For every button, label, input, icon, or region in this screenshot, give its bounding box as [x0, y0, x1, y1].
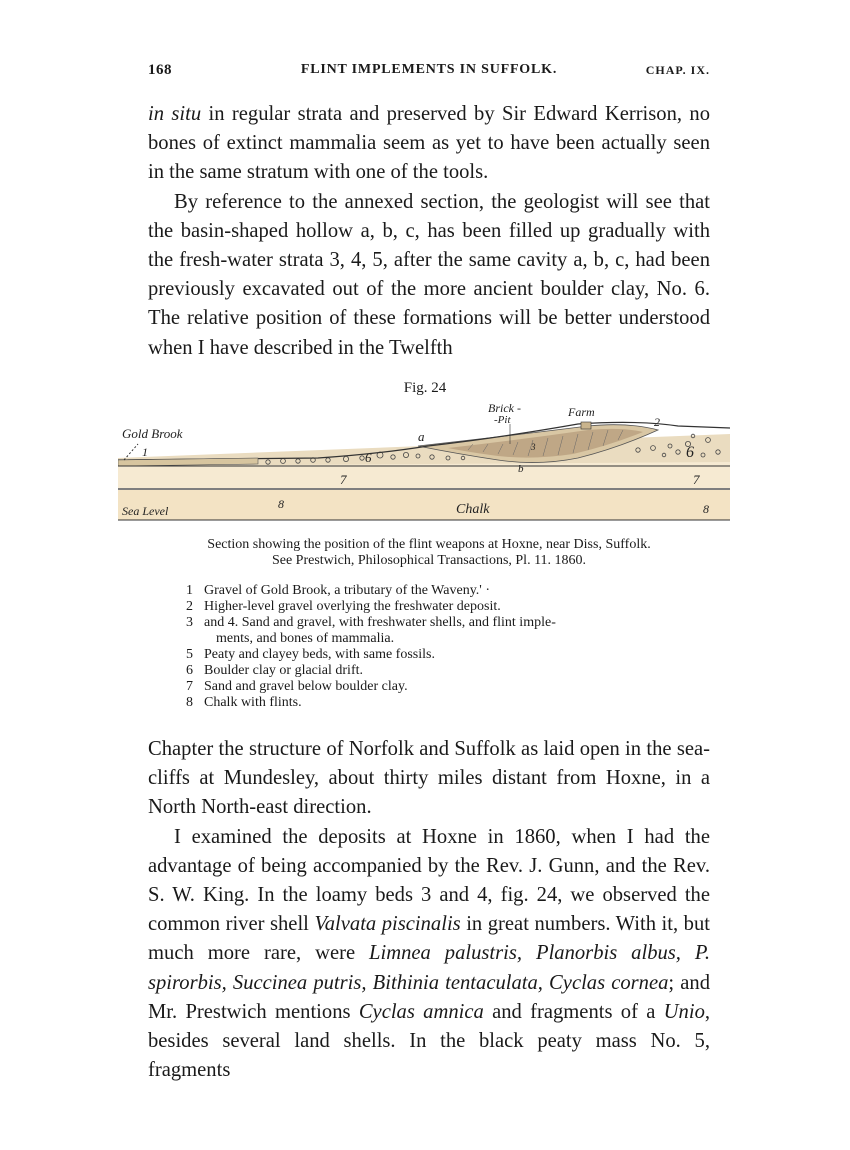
species-name: Valvata piscinalis — [314, 913, 461, 936]
caption-line-1: Section showing the position of the flint weapons at Hoxne, near Diss, Suffolk. — [207, 537, 651, 552]
label-7-left: 7 — [340, 472, 347, 487]
label-3: 3 — [531, 442, 536, 452]
chapter-label: CHAP. IX. — [645, 63, 710, 77]
legend-item: 5 Peaty and clayey beds, with same fossils. — [186, 647, 435, 662]
species-name: Limnea palustris, Planorbis albus, P. spirorbis, Succinea putris, Bithinia tentaculata, Cyclas cornea — [148, 942, 710, 994]
stratum-8 — [118, 490, 730, 520]
label-6-right: 6 — [686, 444, 694, 461]
paragraph — [148, 100, 710, 188]
label-chalk: Chalk — [456, 502, 490, 517]
label-brick-pit: Brick - — [488, 401, 521, 415]
paragraph: Chapter the structure of Norfolk and Suffolk as laid open in the sea-cliffs at Mundesley, about thirty miles distant from Hoxne, in a North North-east direction. — [148, 738, 710, 819]
label-farm: Farm — [568, 405, 595, 419]
species-name: Unio — [663, 1000, 705, 1023]
label-pit: -Pit — [494, 414, 511, 426]
label-8-left: 8 — [278, 497, 284, 511]
figure-legend — [186, 583, 686, 711]
label-6-left: 6 — [365, 450, 372, 465]
label-1: 1 — [142, 445, 148, 459]
label-a: a — [418, 429, 425, 444]
label-b: b — [518, 463, 524, 475]
text-block-top — [148, 100, 710, 363]
label-sea-level: Sea Level — [122, 504, 169, 518]
label-2: 2 — [654, 415, 660, 429]
label-gold-brook: Gold Brook — [122, 426, 183, 441]
paragraph-text: in regular strata and preserved by Sir Edward Kerrison, no bones of extinct mammalia seem as yet to have been actually seen in the same stratum with one of the tools. — [148, 103, 710, 184]
legend-item: 7 Sand and gravel below boulder clay. — [186, 679, 408, 694]
legend-item: 1 Gravel of Gold Brook, a tributary of the Waveny.' · — [186, 583, 490, 598]
section-diagram — [118, 400, 730, 530]
legend-item: 3 and 4. Sand and gravel, with freshwater shells, and flint imple- ments, and bones of mammalia. — [186, 615, 556, 646]
section-figure — [118, 400, 730, 530]
species-name: Cyclas amnica — [358, 1000, 484, 1023]
paragraph: I examined the deposits at Hoxne in 1860, when I had the advantage of being accompanied by the Rev. J. Gunn, and the Rev. S. W. King. In the loamy beds 3 and 4, fig. 24, we observed the common river shell Valvata piscinalis in great numbers. With it, but much more rare, were Limnea palustris, Planorbis albus, P. spirorbis, Succinea putris, Bithinia tentaculata, Cyclas cornea; and Mr. Prestwich mentions Cyclas amnica and fragments of a Unio, besides several land shells. In the black peaty mass No. 5, fragments — [148, 825, 711, 1082]
figure-label: Fig. 24 — [403, 380, 447, 396]
italic-phrase: in situ — [148, 103, 202, 125]
figure-caption — [148, 537, 710, 569]
paragraph: By reference to the annexed section, the geologist will see that the basin-shaped hollow a, b, c, has been filled up gradually with the fresh-water strata 3, 4, 5, after the same cavity a, b, c, had been previously excavated out of the more ancient boulder clay, No. 6. The relative position of these formations will be better understood when I have described in the Twelfth — [148, 190, 710, 359]
label-7-right: 7 — [693, 472, 700, 487]
caption-line-2: See Prestwich, Philosophical Transactions, Pl. 11. 1860. — [271, 553, 587, 568]
running-title: FLINT IMPLEMENTS IN SUFFOLK. — [300, 62, 558, 77]
page-number: 168 — [148, 62, 172, 78]
legend-item: 6 Boulder clay or glacial drift. — [186, 663, 363, 678]
legend-item: 8 Chalk with flints. — [186, 695, 302, 710]
text-block-bottom — [148, 735, 710, 1085]
label-8-right: 8 — [703, 502, 709, 516]
legend-item: 2 Higher-level gravel overlying the freshwater deposit. — [186, 599, 501, 614]
farm-icon — [581, 422, 591, 429]
running-head — [148, 62, 710, 84]
